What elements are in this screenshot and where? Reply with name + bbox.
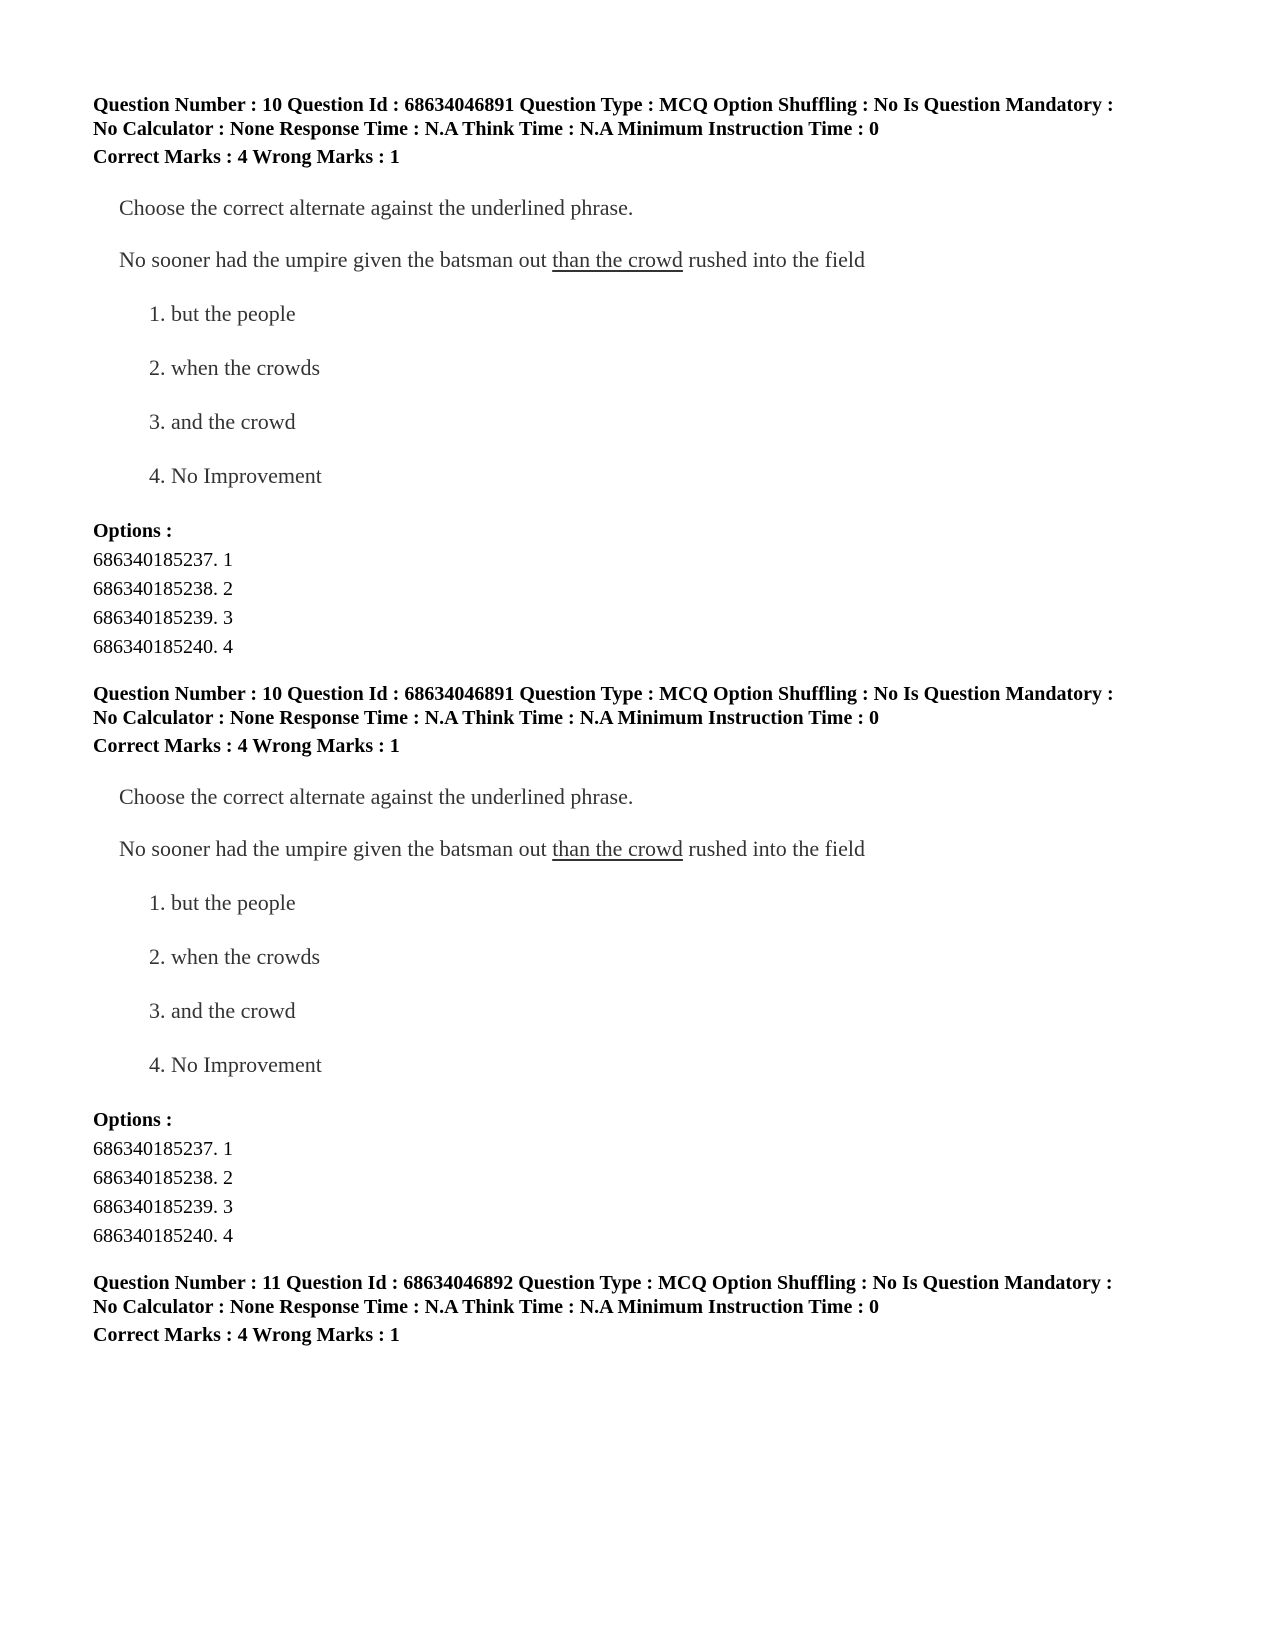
- question-meta-line-1: Question Number : 11 Question Id : 68634046892 Question Type : MCQ Option Shuffling : No Is Question Mandatory :: [93, 1272, 1113, 1294]
- question-marks: Correct Marks : 4 Wrong Marks : 1: [93, 735, 400, 757]
- choice-item: 2. when the crowds: [149, 944, 321, 969]
- question-meta-line-2: No Calculator : None Response Time : N.A Think Time : N.A Minimum Instruction Time : 0: [93, 707, 879, 729]
- option-item: 686340185240. 4: [93, 1225, 233, 1247]
- option-item: 686340185237. 1: [93, 1138, 233, 1160]
- question-instruction: Choose the correct alternate against the underlined phrase.: [119, 195, 634, 220]
- option-item: 686340185237. 1: [93, 549, 233, 571]
- choice-item: 1. but the people: [149, 890, 296, 915]
- choice-item: 1. but the people: [149, 301, 296, 326]
- option-item: 686340185240. 4: [93, 636, 233, 658]
- question-sentence: [119, 247, 1193, 273]
- choice-item: 2. when the crowds: [149, 355, 321, 380]
- question-instruction: Choose the correct alternate against the underlined phrase.: [119, 784, 634, 809]
- sentence-before: No sooner had the umpire given the batsman out: [119, 247, 553, 272]
- question-block-3: [93, 1271, 1193, 1347]
- question-block-2: [93, 682, 1193, 1248]
- choice-item: 4. No Improvement: [149, 463, 322, 488]
- option-item: 686340185239. 3: [93, 1196, 233, 1218]
- question-block-1: [93, 93, 1193, 659]
- option-item: 686340185238. 2: [93, 578, 233, 600]
- question-marks: Correct Marks : 4 Wrong Marks : 1: [93, 1324, 400, 1346]
- sentence-before: No sooner had the umpire given the batsman out: [119, 836, 553, 861]
- option-item: 686340185239. 3: [93, 607, 233, 629]
- question-marks: Correct Marks : 4 Wrong Marks : 1: [93, 146, 400, 168]
- choice-item: 3. and the crowd: [149, 998, 296, 1023]
- sentence-underlined-phrase: than the crowd: [552, 247, 683, 272]
- options-label: Options :: [93, 520, 173, 542]
- question-body: [119, 195, 1193, 489]
- options-label: Options :: [93, 1109, 173, 1131]
- sentence-after: rushed into the field: [682, 247, 865, 272]
- sentence-after: rushed into the field: [682, 836, 865, 861]
- question-meta-line-1: Question Number : 10 Question Id : 68634046891 Question Type : MCQ Option Shuffling : No Is Question Mandatory :: [93, 94, 1114, 116]
- question-body: [119, 784, 1193, 1078]
- question-sentence: [119, 836, 1193, 862]
- choice-list: [119, 301, 1193, 489]
- question-meta-line-2: No Calculator : None Response Time : N.A Think Time : N.A Minimum Instruction Time : 0: [93, 1296, 879, 1318]
- choice-item: 3. and the crowd: [149, 409, 296, 434]
- choice-item: 4. No Improvement: [149, 1052, 322, 1077]
- question-meta-line-1: Question Number : 10 Question Id : 68634046891 Question Type : MCQ Option Shuffling : No Is Question Mandatory :: [93, 683, 1114, 705]
- option-item: 686340185238. 2: [93, 1167, 233, 1189]
- question-meta-line-2: No Calculator : None Response Time : N.A Think Time : N.A Minimum Instruction Time : 0: [93, 118, 879, 140]
- choice-list: [119, 890, 1193, 1078]
- sentence-underlined-phrase: than the crowd: [552, 836, 683, 861]
